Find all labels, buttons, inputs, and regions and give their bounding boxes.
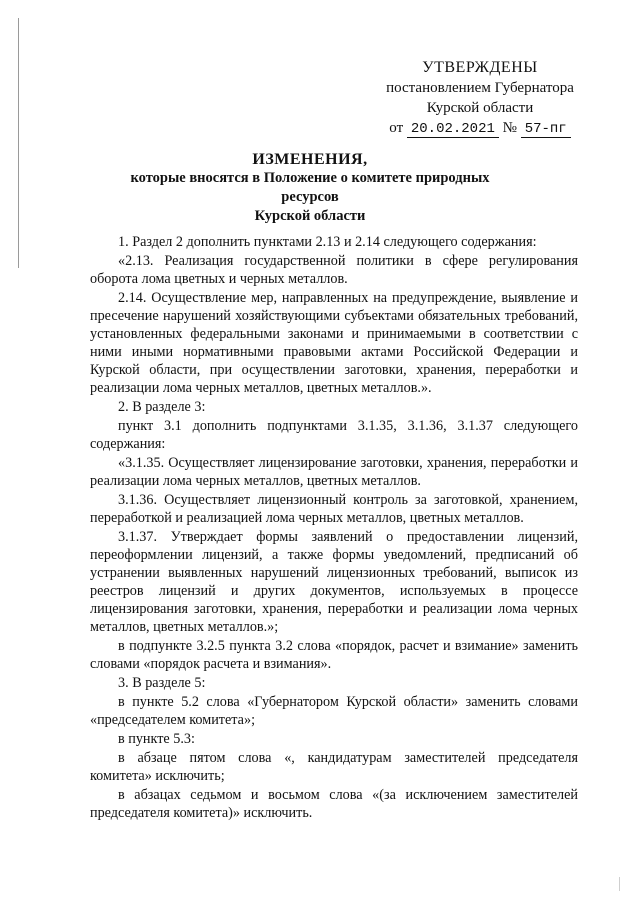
document-body bbox=[90, 233, 578, 823]
approval-block bbox=[370, 58, 590, 139]
approval-title: УТВЕРЖДЕНЫ bbox=[422, 59, 538, 76]
paragraph: 2. В разделе 3: bbox=[118, 399, 206, 415]
heading-line-1: которые вносятся в Положение о комитете природных ресурсов bbox=[130, 170, 490, 205]
paragraph: «3.1.35. Осуществляет лицензирование заготовки, хранения, переработки и реализации лома черных металлов, цветных металлов. bbox=[90, 455, 578, 489]
number-prefix: № bbox=[502, 120, 517, 136]
paragraph: в пункте 5.2 слова «Губернатором Курской области» заменить словами «председателем комитета»; bbox=[90, 694, 578, 728]
paragraph: в подпункте 3.2.5 пункта 3.2 слова «порядок, расчет и взимание» заменить словами «порядок расчета и взимания». bbox=[90, 638, 578, 672]
paragraph: в абзаце пятом слова «, кандидатурам заместителей председателя комитета» исключить; bbox=[90, 750, 578, 784]
document-heading bbox=[110, 150, 510, 226]
heading-line-2: Курской области bbox=[254, 208, 366, 224]
approval-number: 57-пг bbox=[521, 121, 571, 138]
paragraph: 3.1.37. Утверждает формы заявлений о предоставлении лицензий, переоформлении лицензий, а также формы уведомлений, предписаний об устранении выявленных нарушений лицензионных требований, выписок из реестров лицензий и других документов, используемых в процессе лицензирования заготовки, хранения, переработки и реализации лома черных металлов, цветных металлов.»; bbox=[90, 529, 578, 635]
paragraph: 2.14. Осуществление мер, направленных на предупреждение, выявление и пресечение нарушений хозяйствующими субъектами обязательных требований, установленных федеральными законами и принимаемыми в соответствии с ними иными нормативными правовыми актами Российской Федерации и Курской области, при осуществлении заготовки, хранения, переработки и реализации лома черных металлов, цветных металлов.». bbox=[90, 290, 578, 396]
paragraph: в пункте 5.3: bbox=[118, 731, 195, 747]
approval-line-1: постановлением Губернатора bbox=[386, 80, 574, 96]
approval-date-row bbox=[370, 118, 590, 139]
paragraph: пункт 3.1 дополнить подпунктами 3.1.35, 3.1.36, 3.1.37 следующего содержания: bbox=[90, 418, 578, 452]
paragraph: 1. Раздел 2 дополнить пунктами 2.13 и 2.14 следующего содержания: bbox=[118, 234, 537, 250]
approval-line-2: Курской области bbox=[426, 100, 534, 116]
scan-edge-line bbox=[18, 18, 19, 268]
approval-date: 20.02.2021 bbox=[407, 121, 499, 138]
paragraph: 3.1.36. Осуществляет лицензионный контроль за заготовкой, хранением, переработкой и реализацией лома черных металлов, цветных металлов. bbox=[90, 492, 578, 526]
heading-title: ИЗМЕНЕНИЯ, bbox=[252, 151, 368, 168]
paragraph: 3. В разделе 5: bbox=[118, 675, 206, 691]
paragraph: в абзацах седьмом и восьмом слова «(за исключением заместителей председателя комитета)» исключить. bbox=[90, 787, 578, 821]
date-prefix: от bbox=[389, 120, 404, 136]
paragraph: «2.13. Реализация государственной политики в сфере регулирования оборота лома цветных и черных металлов. bbox=[90, 253, 578, 287]
scan-artifact bbox=[619, 877, 628, 891]
